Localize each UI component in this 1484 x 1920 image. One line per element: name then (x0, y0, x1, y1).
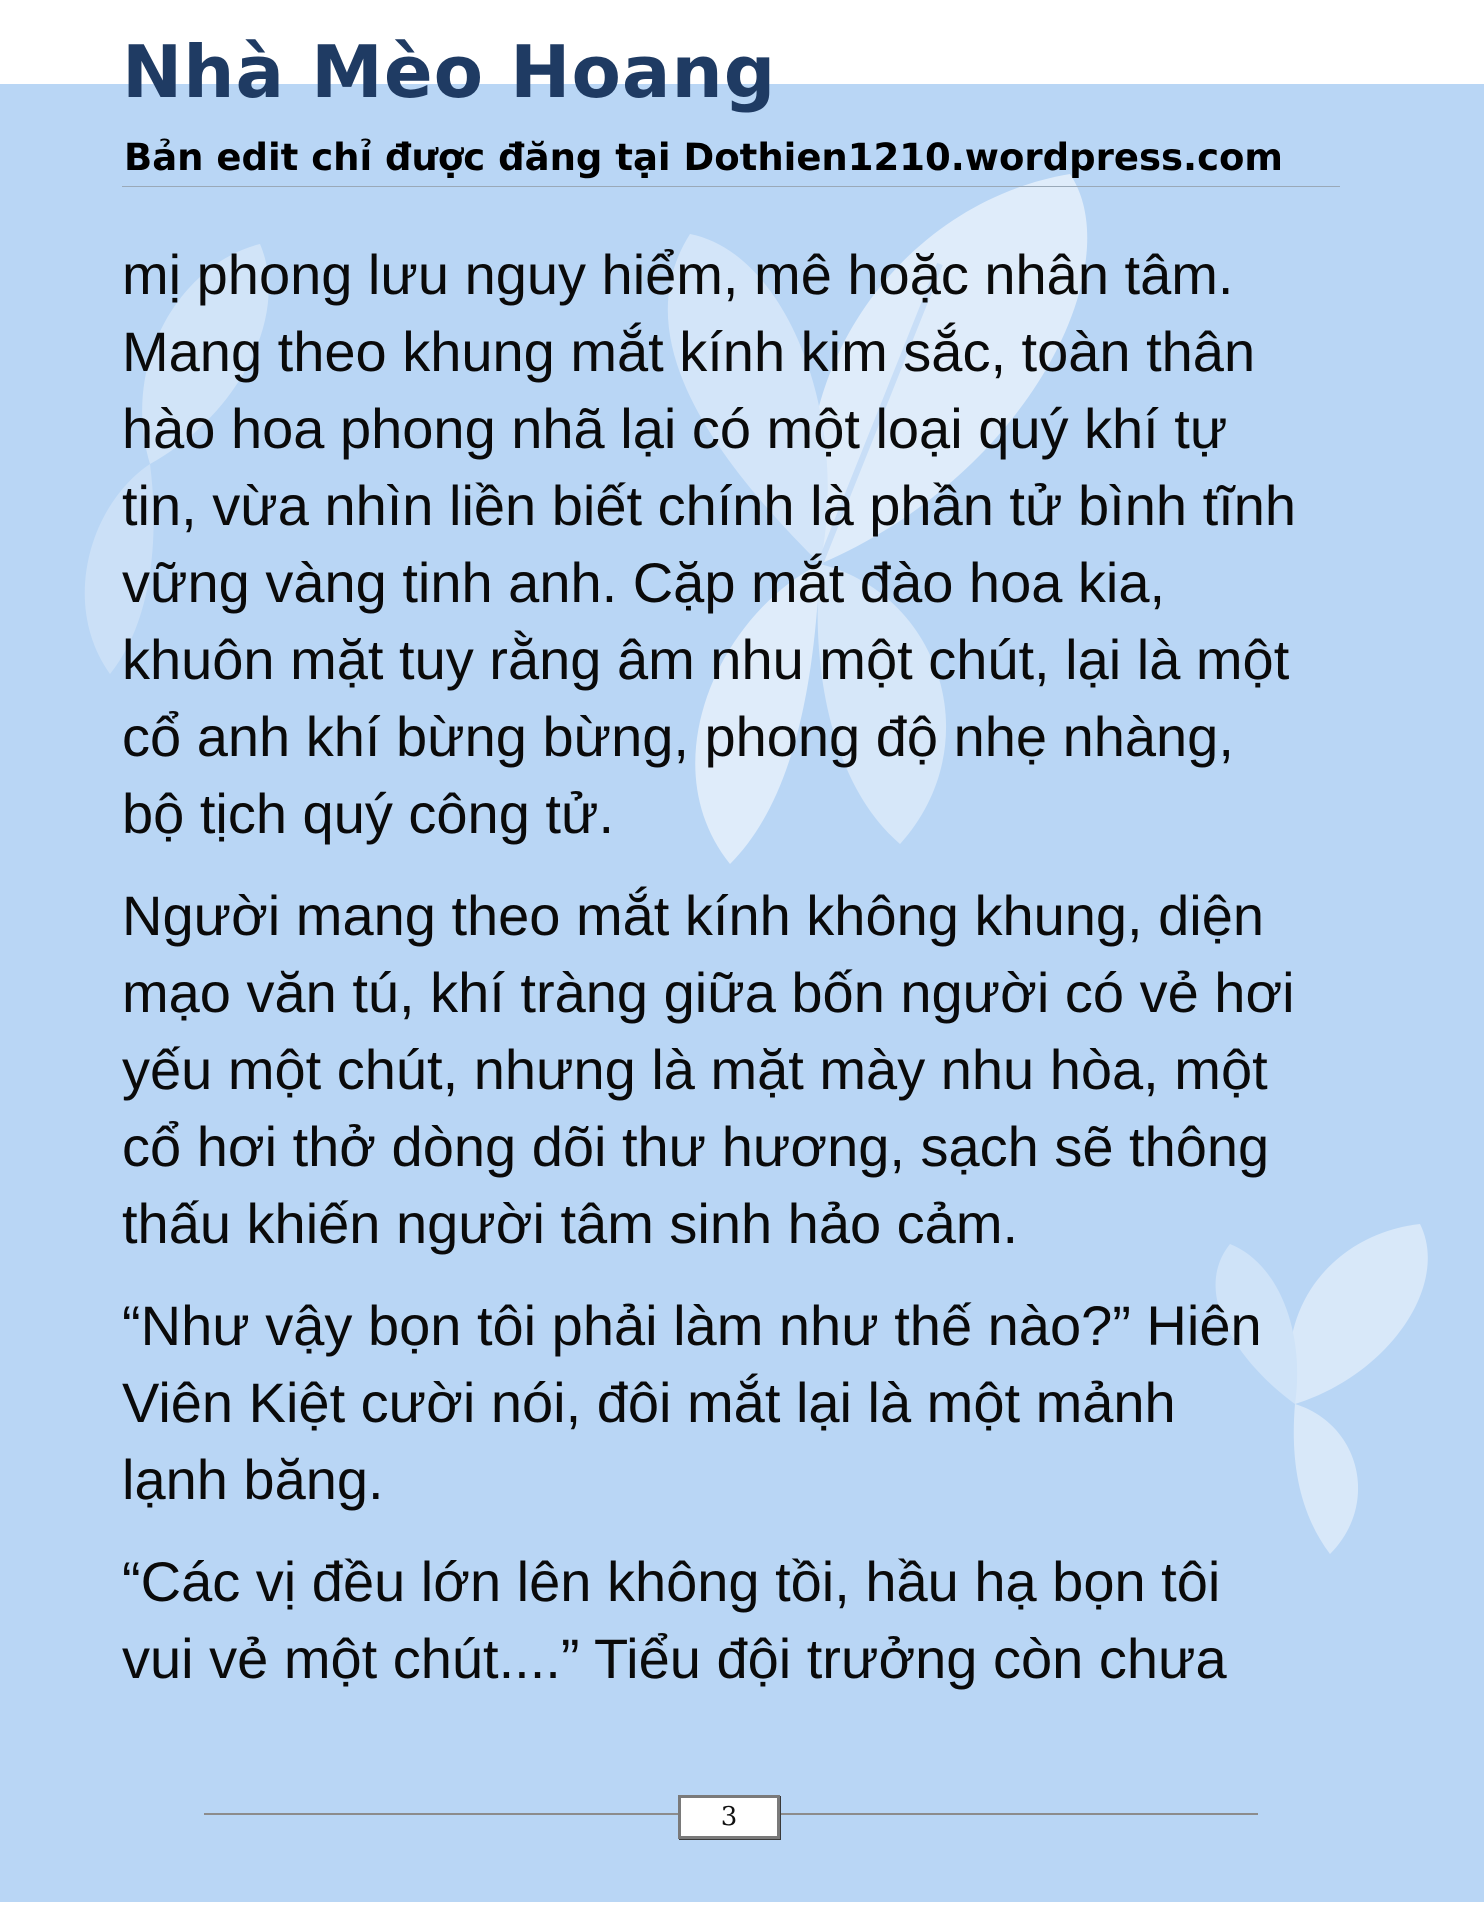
footer-divider-left (204, 1813, 678, 1815)
document-body (122, 236, 1352, 1722)
site-subtitle: Bản edit chỉ được đăng tại Dothien1210.wordpress.com (124, 136, 1283, 179)
page-number: 3 (678, 1795, 780, 1839)
site-title: Nhà Mèo Hoang (122, 30, 777, 114)
paragraph: “Các vị đều lớn lên không tồi, hầu hạ bọn tôi vui vẻ một chút....” Tiểu đội trưởng còn chưa (122, 1550, 1227, 1690)
paragraph: “Như vậy bọn tôi phải làm như thế nào?” Hiên Viên Kiệt cười nói, đôi mắt lại là một mảnh lạnh băng. (122, 1294, 1262, 1511)
header-divider (122, 186, 1340, 187)
footer-divider-right (780, 1813, 1258, 1815)
paragraph: Người mang theo mắt kính không khung, diện mạo văn tú, khí tràng giữa bốn người có vẻ hơi yếu một chút, nhưng là mặt mày nhu hòa, một cổ hơi thở dòng dõi thư hương, sạch sẽ thông thấu khiến người tâm sinh hảo cảm. (122, 884, 1295, 1255)
paragraph: mị phong lưu nguy hiểm, mê hoặc nhân tâm. Mang theo khung mắt kính kim sắc, toàn thân hào hoa phong nhã lại có một loại quý khí tự tin, vừa nhìn liền biết chính là phần tử bình tĩnh vững vàng tinh anh. Cặp mắt đào hoa kia, khuôn mặt tuy rằng âm nhu một chút, lại là một cổ anh khí bừng bừng, phong độ nhẹ nhàng, bộ tịch quý công tử. (122, 243, 1296, 845)
